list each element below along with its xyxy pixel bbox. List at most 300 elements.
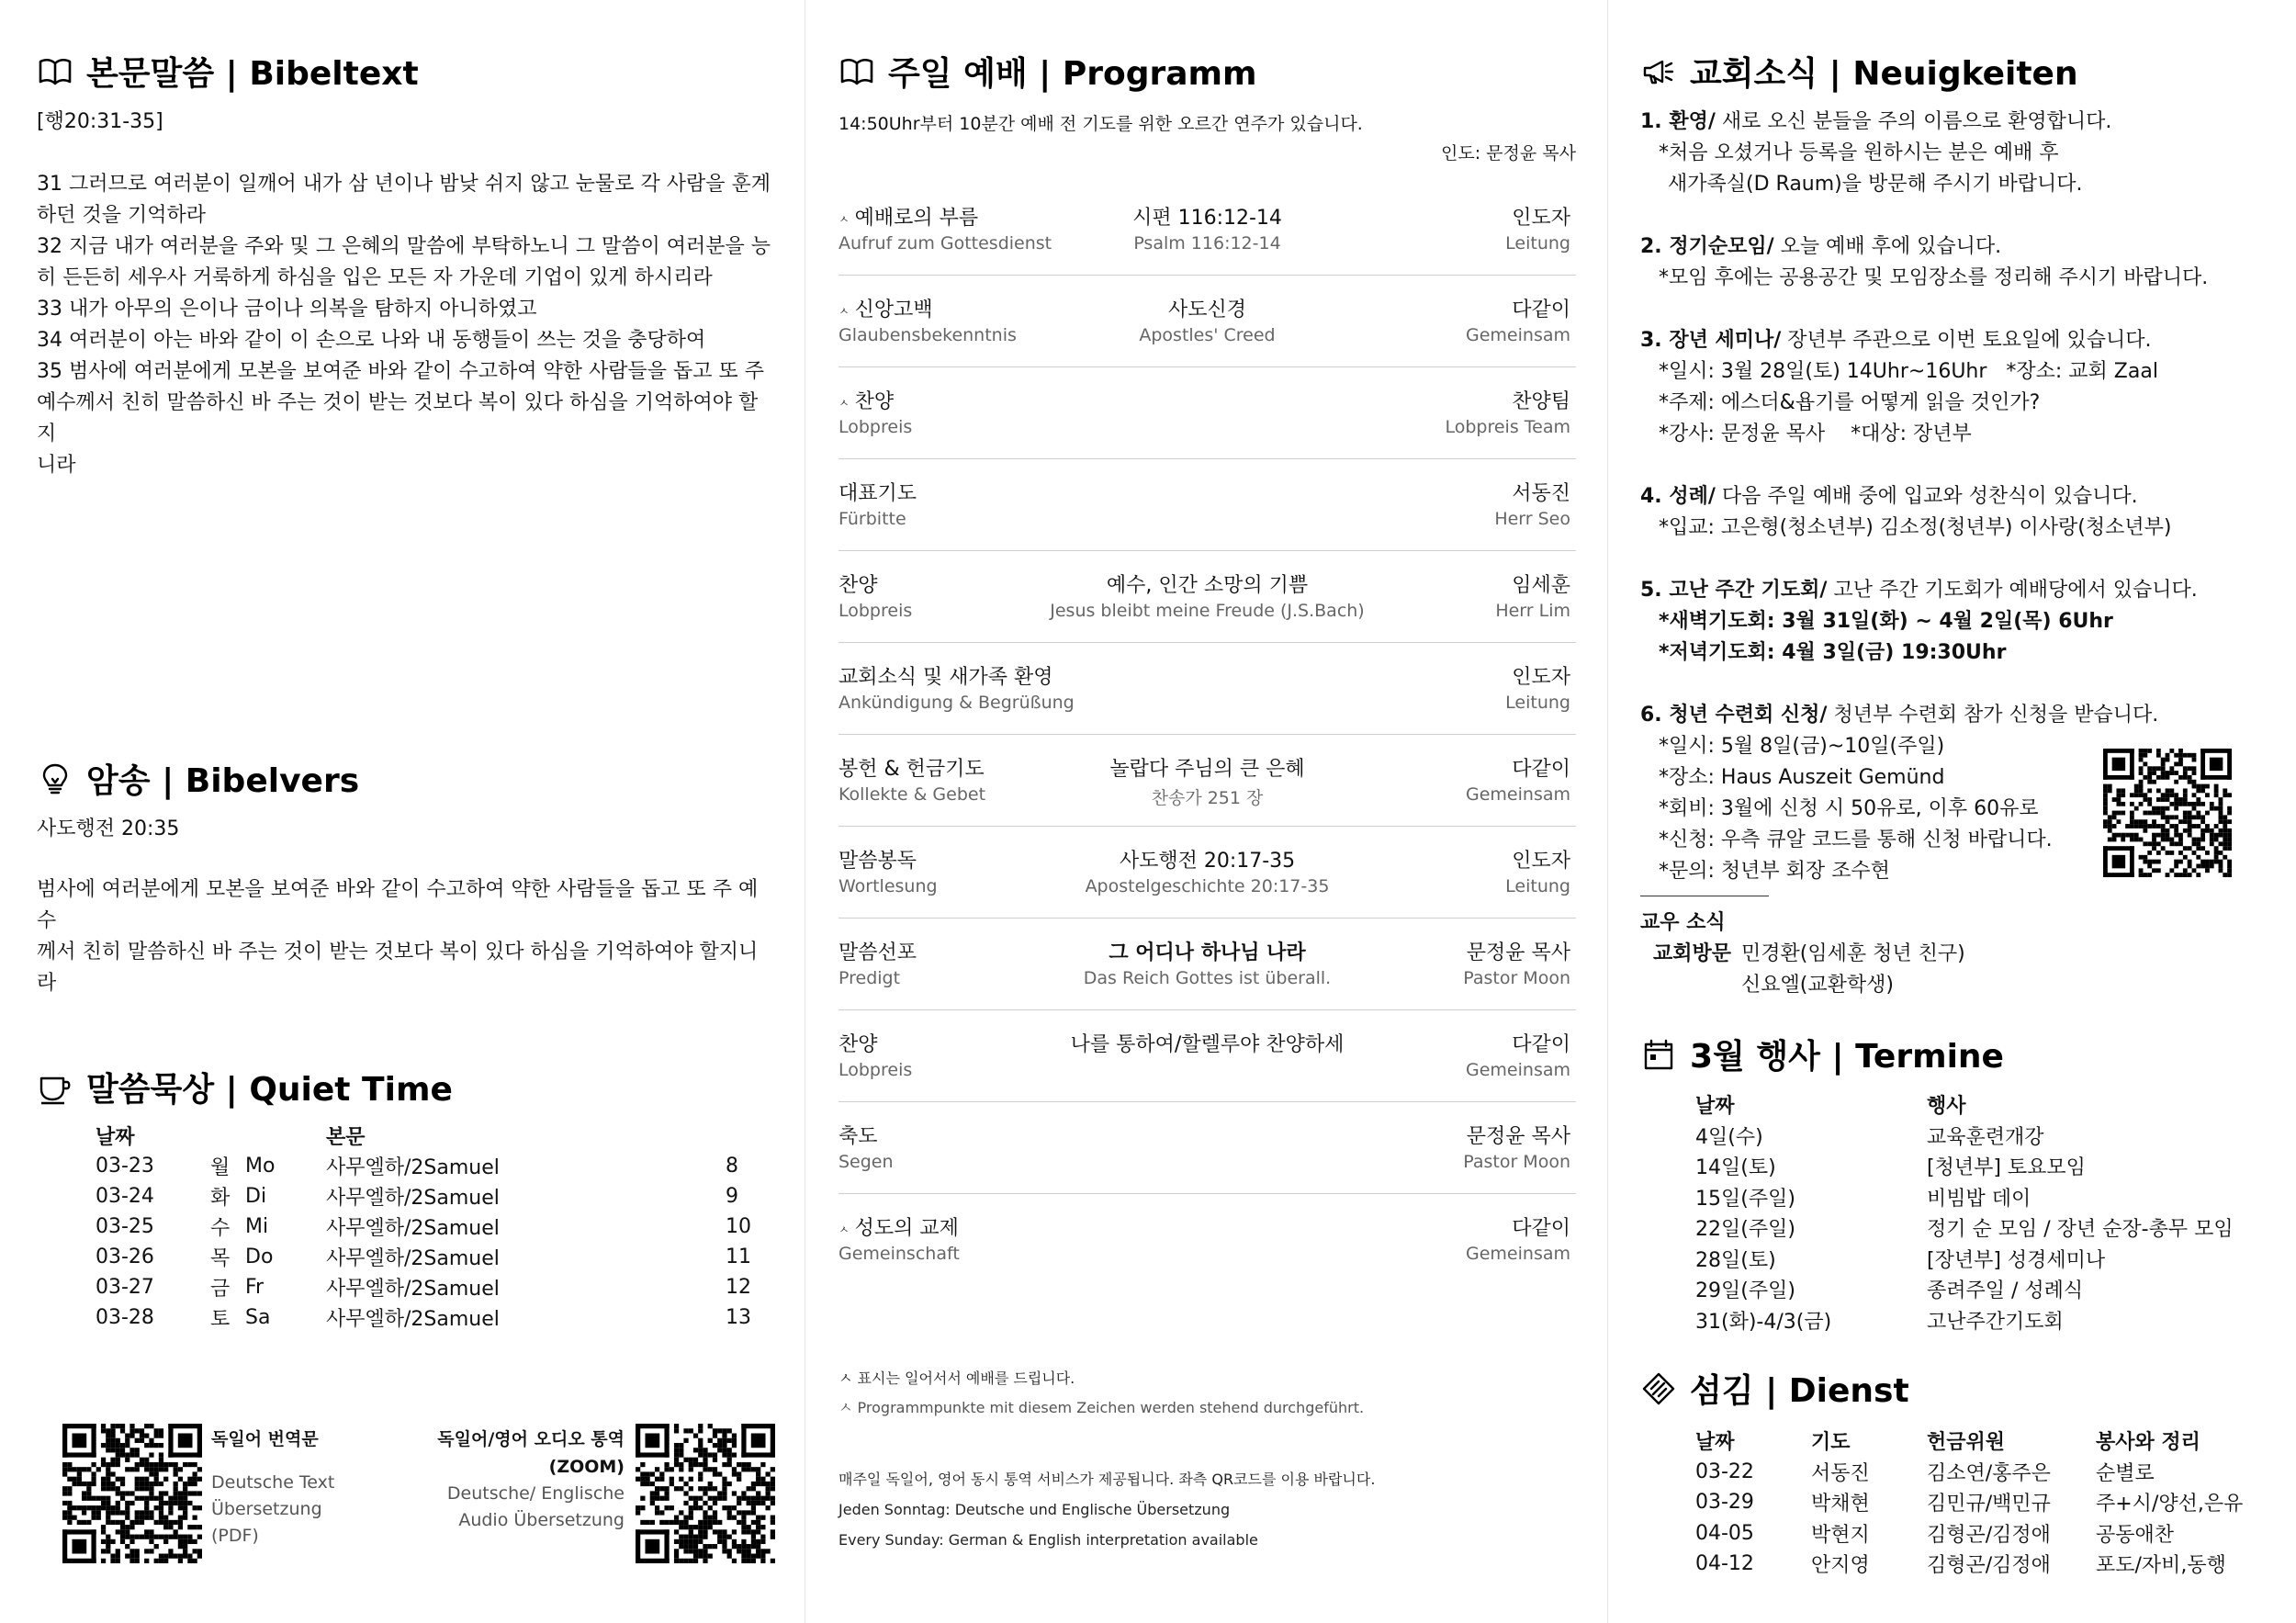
- qt-book: 사무엘하/2Samuel: [326, 1187, 500, 1210]
- qr-audio-title2: (ZOOM): [548, 1457, 625, 1477]
- program-detail: [985, 569, 1429, 598]
- event-date: 29일(주일): [1695, 1279, 1795, 1303]
- qr-german-line: (PDF): [211, 1526, 259, 1546]
- program-item-de: [838, 784, 985, 805]
- qt-book: 사무엘하/2Samuel: [326, 1156, 500, 1179]
- program-leader: [1512, 661, 1570, 690]
- program-leader-text: 인도자: [1512, 207, 1570, 230]
- coffee-cup-icon: [37, 1069, 73, 1106]
- table-row: [1695, 1274, 2234, 1305]
- event-date: 14일(토): [1695, 1156, 1776, 1180]
- program-item-ko: [838, 1121, 878, 1149]
- qr-audio-line: Deutsche/ Englische: [446, 1483, 625, 1504]
- service-hands-icon: [1640, 1370, 1677, 1407]
- table-row: [1695, 1151, 2234, 1182]
- program-item-ko: [838, 386, 894, 414]
- program-detail-sub: [985, 876, 1429, 896]
- program-item-ko-text: 봉헌 & 헌금기도: [838, 758, 985, 781]
- quiettime-table: [96, 1121, 757, 1333]
- qt-chapter: 9: [726, 1185, 738, 1208]
- news-item: [1640, 107, 2265, 200]
- program-detail: [985, 202, 1429, 231]
- news-line: *문의: 청년부 회장 조수현: [1659, 860, 1890, 883]
- qr-audio-line: Audio Übersetzung: [458, 1510, 625, 1530]
- news-head: 6. 청년 수련회 신청/: [1640, 704, 1828, 727]
- program-row: [838, 367, 1576, 459]
- program-leader-sub: [1505, 233, 1570, 254]
- qt-day: 토: [210, 1308, 231, 1331]
- program-detail-text: 그 어디나 하나님 나라: [1109, 941, 1306, 964]
- program-item-de: [838, 876, 938, 896]
- stand-mark-icon: ㅅ: [838, 396, 850, 410]
- program-leader: [1512, 1212, 1570, 1241]
- program-item-de-text: Lobpreis: [838, 601, 913, 621]
- event-name: 비빔밥 데이: [1927, 1187, 2032, 1211]
- event-name: 정기 순 모임 / 장년 순장-총무 모임: [1927, 1218, 2234, 1242]
- program-item-de-text: Fürbitte: [838, 509, 906, 529]
- event-date: 4일(수): [1695, 1125, 1763, 1149]
- bibelvers-title: 암송 | Bibelvers: [86, 762, 360, 800]
- dienst-title: 섬김 | Dienst: [1690, 1372, 1909, 1410]
- program-leader-sub: [1494, 509, 1570, 529]
- table-row: [1695, 1121, 2234, 1152]
- program-item-de-text: Segen: [838, 1152, 894, 1172]
- calendar-icon: [1640, 1036, 1677, 1073]
- program-item-ko-text: 대표기도: [838, 482, 917, 505]
- news-line: *처음 오셨거나 등록을 원하시는 분은 예배 후: [1659, 141, 2059, 164]
- qt-date: 03-25: [96, 1215, 154, 1238]
- program-item-ko: [838, 1029, 878, 1057]
- bibeltext-title: 본문말씀 | Bibeltext: [86, 55, 419, 93]
- termine-title: 3월 행사 | Termine: [1690, 1038, 2004, 1076]
- stand-mark-icon: ㅅ: [838, 304, 850, 318]
- member-news: [1640, 896, 2265, 1001]
- dienst-offering: 김형곤/김정애: [1927, 1523, 2051, 1547]
- program-row: [838, 184, 1576, 276]
- program-item-ko-text: 말씀선포: [838, 941, 917, 964]
- program-row: [838, 919, 1576, 1010]
- table-row: [1695, 1487, 2243, 1518]
- table-row: [1695, 1518, 2243, 1550]
- dienst-prayer: 박채현: [1811, 1493, 1870, 1516]
- program-detail-sub-text: Apostelgeschichte 20:17-35: [1085, 876, 1330, 896]
- qt-date: 03-27: [96, 1276, 154, 1299]
- program-leader-text: 인도자: [1512, 850, 1570, 873]
- program-row: [838, 1194, 1576, 1286]
- qt-day-de: Mi: [245, 1215, 269, 1238]
- qt-chapter: 10: [726, 1215, 751, 1238]
- program-detail-sub: [985, 784, 1429, 809]
- program-leader-text: 다같이: [1512, 758, 1570, 781]
- open-book-icon: [838, 53, 875, 90]
- program-item-ko-text: 예배로의 부름: [854, 207, 979, 230]
- program-leader: [1467, 1121, 1570, 1149]
- table-row: [1695, 1212, 2234, 1244]
- qt-day-de: Mo: [245, 1155, 276, 1178]
- bibelvers-heading: [37, 755, 359, 802]
- qt-book: 사무엘하/2Samuel: [326, 1308, 500, 1331]
- qr-german-title: 독일어 번역문: [211, 1429, 319, 1449]
- dienst-date: 04-12: [1695, 1552, 1754, 1576]
- program-item-ko-text: 찬양: [854, 390, 895, 413]
- interp-line: Every Sunday: German & English interpretation available: [838, 1531, 1258, 1549]
- header-service: 봉사와 정리: [2096, 1431, 2200, 1455]
- news-line: *모임 후에는 공용공간 및 모임장소를 정리해 주시기 바랍니다.: [1659, 266, 2209, 289]
- program-detail-text: 놀랍다 주님의 큰 은혜: [1109, 758, 1305, 781]
- program-detail-sub: [985, 601, 1429, 621]
- program-leader: [1512, 845, 1570, 873]
- bibelvers-reference: 사도행전 20:35: [37, 817, 180, 840]
- leader-note: 인도: 문정윤 목사: [1441, 143, 1576, 163]
- program-leader-text: 다같이: [1512, 1217, 1570, 1240]
- header-text: 본문: [326, 1126, 366, 1149]
- program-item-ko-text: 말씀봉독: [838, 850, 917, 873]
- qt-day: 화: [210, 1187, 231, 1210]
- qt-day-de: Fr: [245, 1276, 264, 1299]
- header-offering: 헌금위원: [1927, 1431, 2006, 1455]
- verse-line: 하던 것을 기억하라: [37, 204, 207, 227]
- news-text: 다음 주일 예배 중에 입교와 성찬식이 있습니다.: [1715, 485, 2138, 508]
- qt-book: 사무엘하/2Samuel: [326, 1247, 500, 1270]
- event-name: 종려주일 / 성례식: [1927, 1279, 2084, 1303]
- news-item: [1640, 231, 2265, 294]
- news-line: *일시: 3월 28일(토) 14Uhr~16Uhr *장소: 교회 Zaal: [1659, 360, 2158, 383]
- qt-day: 수: [210, 1217, 231, 1240]
- qt-day-de: Do: [245, 1245, 274, 1268]
- program-detail-sub: [985, 968, 1429, 988]
- verse-line: 33 내가 아무의 은이나 금이나 의복을 탐하지 아니하였고: [37, 298, 537, 321]
- program-detail-text: 예수, 인간 소망의 기쁨: [1106, 574, 1309, 597]
- megaphone-icon: [1640, 53, 1677, 90]
- program-item-ko-text: 신앙고백: [854, 299, 933, 321]
- quiettime-title: 말씀묵상 | Quiet Time: [86, 1071, 453, 1109]
- header-prayer: 기도: [1811, 1431, 1851, 1455]
- program-detail-sub-text: Das Reich Gottes ist überall.: [1083, 968, 1332, 988]
- program-detail-sub-text: Jesus bleibt meine Freude (J.S.Bach): [1050, 601, 1365, 621]
- interp-line: 매주일 독일어, 영어 동시 통역 서비스가 제공됩니다. 좌측 QR코드를 이용 바랍니다.: [838, 1471, 1376, 1488]
- program-item-de: [838, 1152, 894, 1172]
- program-item-de: [838, 968, 900, 988]
- stand-mark-icon: ㅅ: [838, 1223, 850, 1236]
- program-leader-sub-text: Gemeinsam: [1466, 325, 1570, 345]
- verse-line: 니라: [37, 454, 76, 477]
- table-row: [96, 1181, 757, 1212]
- open-book-icon: [37, 53, 73, 90]
- qt-day: 금: [210, 1278, 231, 1301]
- program-leader-sub-text: Gemeinsam: [1466, 784, 1570, 805]
- program-leader-sub: [1505, 693, 1570, 713]
- qt-book: 사무엘하/2Samuel: [326, 1278, 500, 1301]
- qr-german-line: Deutsche Text: [211, 1472, 335, 1493]
- table-row: [96, 1242, 757, 1272]
- program-detail-sub: [985, 325, 1429, 345]
- visit-label: 교회방문: [1653, 942, 1732, 965]
- program-detail: [985, 1029, 1429, 1057]
- program-leader: [1467, 937, 1570, 965]
- qr-code-retreat-signup[interactable]: [2099, 749, 2235, 877]
- qt-date: 03-28: [96, 1306, 154, 1329]
- program-leader-sub-text: Leitung: [1505, 233, 1570, 254]
- verse-line: 31 그러므로 여러분이 일깨어 내가 삼 년이나 밤낮 쉬지 않고 눈물로 각 사람을 훈계: [37, 173, 771, 196]
- interpretation-note: [838, 1464, 1375, 1555]
- column-right: [1640, 0, 2265, 1623]
- program-row: [838, 1102, 1576, 1194]
- program-leader: [1512, 202, 1570, 231]
- program-row: [838, 551, 1576, 643]
- program-item-ko: [838, 845, 917, 873]
- program-item-ko: [838, 753, 985, 782]
- program-row: [838, 459, 1576, 551]
- program-detail-sub: [985, 233, 1429, 254]
- qt-chapter: 8: [726, 1155, 738, 1178]
- dienst-offering: 김형곤/김정애: [1927, 1554, 2051, 1578]
- bibeltext-verses: [37, 169, 771, 481]
- program-item-de-text: Ankündigung & Begrüßung: [838, 693, 1075, 713]
- news-head: 5. 고난 주간 기도회/: [1640, 579, 1828, 602]
- dienst-prayer: 서동진: [1811, 1461, 1870, 1485]
- programm-title: 주일 예배 | Programm: [888, 55, 1257, 93]
- news-line: *일시: 5월 8일(금)~10일(주일): [1659, 735, 1945, 758]
- program-leader: [1512, 753, 1570, 782]
- program-leader-sub: [1466, 784, 1570, 805]
- header-date: 날짜: [1695, 1095, 1735, 1119]
- fold-line-right: [1607, 0, 1608, 1623]
- program-item-de-text: Predigt: [838, 968, 901, 988]
- program-item-de-text: Aufruf zum Gottesdienst: [838, 233, 1052, 254]
- program-detail-sub-text: 찬송가 251 장: [1151, 788, 1264, 808]
- program-list: [838, 184, 1576, 1286]
- news-line-bold: *저녁기도회: 4월 3일(금) 19:30Uhr: [1659, 641, 2007, 664]
- program-leader-text: 다같이: [1512, 299, 1570, 321]
- program-leader-sub-text: Pastor Moon: [1463, 968, 1570, 988]
- program-leader-sub-text: Gemeinsam: [1466, 1060, 1570, 1080]
- program-leader-sub-text: Herr Seo: [1494, 509, 1570, 529]
- program-row: [838, 643, 1576, 735]
- program-leader-text: 임세훈: [1512, 574, 1570, 597]
- table-row: [1695, 1457, 2243, 1488]
- program-row: [838, 735, 1576, 827]
- dienst-prayer: 안지영: [1811, 1554, 1870, 1578]
- organ-note: 14:50Uhr부터 10분간 예배 전 기도를 위한 오르간 연주가 있습니다.: [838, 114, 1363, 134]
- program-detail-text: 사도행전 20:17-35: [1119, 850, 1296, 873]
- event-date: 15일(주일): [1695, 1187, 1795, 1211]
- news-item: [1640, 575, 2265, 669]
- program-item-de: [838, 1060, 912, 1080]
- qr-audio-caption: [377, 1426, 625, 1534]
- qt-date: 03-24: [96, 1185, 154, 1208]
- table-header-row: [1695, 1426, 2243, 1457]
- qt-day: 목: [210, 1247, 231, 1270]
- program-leader-sub: [1463, 1152, 1570, 1172]
- program-detail-text: 나를 통하여/할렐루야 찬양하세: [1070, 1033, 1345, 1056]
- dienst-service: 공동애찬: [2096, 1523, 2175, 1547]
- program-item-ko: [838, 569, 878, 598]
- program-leader-text: 문정윤 목사: [1466, 1125, 1570, 1148]
- qt-book: 사무엘하/2Samuel: [326, 1217, 500, 1240]
- program-leader-sub-text: Gemeinsam: [1466, 1244, 1570, 1264]
- qt-chapter: 11: [726, 1245, 751, 1268]
- news-head: 2. 정기순모임/: [1640, 235, 1774, 258]
- qr-code-audio[interactable]: [636, 1424, 775, 1563]
- program-detail-sub-text: Apostles' Creed: [1139, 325, 1276, 345]
- program-detail-sub-text: Psalm 116:12-14: [1133, 233, 1281, 254]
- program-leader: [1512, 569, 1570, 598]
- dienst-prayer: 박현지: [1811, 1523, 1870, 1547]
- program-item-ko-text: 축도: [838, 1125, 878, 1148]
- table-header-row: [96, 1121, 757, 1151]
- qt-date: 03-23: [96, 1155, 154, 1178]
- program-detail: [985, 294, 1429, 322]
- qt-date: 03-26: [96, 1245, 154, 1268]
- news-heading: [1640, 48, 2078, 95]
- program-leader-sub: [1463, 968, 1570, 988]
- news-line-bold: *새벽기도회: 3월 31일(화) ~ 4월 2일(목) 6Uhr: [1659, 610, 2113, 633]
- visit-value: 신요엘(교환학생): [1741, 974, 1894, 997]
- news-line: 새가족실(D Raum)을 방문해 주시기 바랍니다.: [1668, 173, 2083, 196]
- dienst-offering: 김민규/백민규: [1927, 1493, 2051, 1516]
- bibelvers-text: [37, 874, 771, 999]
- program-item-de-text: Wortlesung: [838, 876, 938, 896]
- event-name: [장년부] 성경세미나: [1927, 1248, 2106, 1272]
- news-head: 1. 환영/: [1640, 110, 1716, 133]
- news-line: *장소: Haus Auszeit Gemünd: [1659, 766, 1945, 789]
- bibelvers-line: 께서 친히 말씀하신 바 주는 것이 받는 것보다 복이 있다 하심을 기억하여야 할지니라: [37, 941, 759, 995]
- verse-line: 35 범사에 여러분에게 모본을 보여준 바와 같이 수고하여 약한 사람들을 돕고 또 주: [37, 360, 764, 383]
- program-item-de-text: Lobpreis: [838, 1060, 913, 1080]
- program-row: [838, 827, 1576, 919]
- program-item-de-text: Kollekte & Gebet: [838, 784, 986, 805]
- quiettime-heading: [37, 1064, 453, 1110]
- table-row: [96, 1272, 757, 1302]
- program-leader-sub: [1495, 601, 1570, 621]
- programm-heading: [838, 48, 1257, 95]
- qt-day-de: Di: [245, 1185, 267, 1208]
- table-row: [1695, 1549, 2243, 1580]
- news-line: *주제: 에스더&욥기를 어떻게 읽을 것인가?: [1659, 391, 2041, 414]
- news-line: *강사: 문정윤 목사 *대상: 장년부: [1659, 423, 1972, 445]
- visit-row: [1640, 970, 2265, 1001]
- table-row: [1695, 1244, 2234, 1275]
- dienst-date: 03-22: [1695, 1460, 1754, 1483]
- program-leader: [1512, 386, 1570, 414]
- event-name: 교육훈련개강: [1927, 1125, 2044, 1149]
- qr-german-line: Übersetzung: [211, 1499, 322, 1519]
- stand-note-de: ㅅ Programmpunkte mit diesem Zeichen werden stehend durchgeführt.: [838, 1399, 1365, 1416]
- news-item: [1640, 325, 2265, 450]
- program-item-ko-text: 찬양: [838, 1033, 878, 1056]
- program-leader: [1512, 478, 1570, 506]
- verse-line: 히 든든히 세우사 거룩하게 하심을 입은 모든 자 가운데 기업이 있게 하시리라: [37, 266, 713, 289]
- program-item-ko-text: 교회소식 및 새가족 환영: [838, 666, 1053, 689]
- news-text: 고난 주간 기도회가 예배당에서 있습니다.: [1827, 579, 2198, 602]
- news-text: 새로 오신 분들을 주의 이름으로 환영합니다.: [1715, 110, 2112, 133]
- qr-code-german-text[interactable]: [62, 1424, 202, 1563]
- qt-chapter: 13: [726, 1306, 751, 1329]
- table-row: [1695, 1305, 2234, 1336]
- table-row: [96, 1302, 757, 1333]
- news-line: *회비: 3월에 신청 시 50유로, 이후 60유로: [1659, 797, 2039, 820]
- program-item-de: [838, 1244, 960, 1264]
- program-item-de: [838, 601, 912, 621]
- qt-day-de: Sa: [245, 1306, 271, 1329]
- table-row: [1695, 1182, 2234, 1213]
- program-leader: [1512, 1029, 1570, 1057]
- visit-row: [1640, 939, 2265, 970]
- program-leader-sub-text: Pastor Moon: [1463, 1152, 1570, 1172]
- header-event: 행사: [1927, 1095, 1966, 1119]
- program-row: [838, 276, 1576, 367]
- header-date: 날짜: [1695, 1431, 1735, 1455]
- program-leader-sub: [1466, 325, 1570, 345]
- news-text: 청년부 수련회 참가 신청을 받습니다.: [1827, 704, 2159, 727]
- program-leader-sub: [1505, 876, 1570, 896]
- dienst-service: 순별로: [2096, 1461, 2155, 1485]
- qt-chapter: 12: [726, 1276, 751, 1299]
- news-title: 교회소식 | Neuigkeiten: [1690, 55, 2078, 93]
- lightbulb-icon: [37, 761, 73, 797]
- news-text: 장년부 주관으로 이번 토요일에 있습니다.: [1781, 329, 2152, 352]
- program-detail-text: 시편 116:12-14: [1132, 207, 1282, 230]
- news-line: *입교: 고은형(청소년부) 김소정(청년부) 이사랑(청소년부): [1659, 516, 2172, 539]
- program-item-ko: [838, 202, 978, 231]
- program-detail: [985, 845, 1429, 873]
- program-leader-sub-text: Herr Lim: [1495, 601, 1570, 621]
- dienst-heading: [1640, 1365, 1909, 1412]
- program-leader-text: 서동진: [1512, 482, 1570, 505]
- verse-line: 예수께서 친히 말씀하신 바 주는 것이 받는 것보다 복이 있다 하심을 기억하여야 할지: [37, 391, 759, 445]
- member-news-title: 교우 소식: [1640, 911, 1726, 934]
- program-item-de-text: Gemeinschaft: [838, 1244, 960, 1264]
- program-item-de: [838, 417, 912, 437]
- program-leader-text: 인도자: [1512, 666, 1570, 689]
- event-name: [청년부] 토요모임: [1927, 1156, 2086, 1180]
- bibelvers-line: 범사에 여러분에게 모본을 보여준 바와 같이 수고하여 약한 사람들을 돕고 또 주 예수: [37, 878, 759, 932]
- program-item-de: [838, 693, 1075, 713]
- dienst-date: 04-05: [1695, 1521, 1754, 1545]
- program-leader-sub: [1466, 1244, 1570, 1264]
- stand-mark-icon: ㅅ: [838, 212, 850, 226]
- qt-day: 월: [210, 1156, 231, 1179]
- program-item-de-text: Glaubensbekenntnis: [838, 325, 1017, 345]
- qr-audio-title: 독일어/영어 오디오 통역: [437, 1429, 625, 1449]
- program-detail: [985, 937, 1429, 965]
- interp-line: Jeden Sonntag: Deutsche und Englische Übersetzung: [838, 1501, 1231, 1518]
- program-item-ko-text: 성도의 교제: [854, 1217, 959, 1240]
- bibeltext-reference: [행20:31-35]: [37, 110, 163, 133]
- table-row: [96, 1212, 757, 1242]
- event-date: 31(화)-4/3(금): [1695, 1310, 1832, 1334]
- program-item-de-text: Lobpreis: [838, 417, 913, 437]
- program-item-ko: [838, 1212, 959, 1241]
- dienst-service: 포도/자비,동행: [2096, 1554, 2226, 1578]
- program-item-ko-text: 찬양: [838, 574, 878, 597]
- program-leader-sub: [1466, 1060, 1570, 1080]
- program-item-ko: [838, 661, 1053, 690]
- news-head: 3. 장년 세미나/: [1640, 329, 1782, 352]
- program-leader: [1512, 294, 1570, 322]
- table-header-row: [1695, 1089, 2234, 1121]
- dienst-service: 주+시/양선,은유: [2096, 1493, 2244, 1516]
- program-detail-text: 사도신경: [1167, 299, 1246, 321]
- column-middle: [838, 0, 1576, 1623]
- program-detail: [985, 753, 1429, 782]
- verse-line: 34 여러분이 아는 바와 같이 이 손으로 나와 내 동행들이 쓰는 것을 충당하여: [37, 329, 706, 352]
- bibeltext-heading: [37, 48, 419, 95]
- program-leader-sub-text: Leitung: [1505, 693, 1570, 713]
- stand-note-ko: ㅅ 표시는 일어서서 예배를 드립니다.: [838, 1369, 1075, 1387]
- program-row: [838, 1010, 1576, 1102]
- visit-value: 민경환(임세훈 청년 친구): [1741, 942, 1965, 965]
